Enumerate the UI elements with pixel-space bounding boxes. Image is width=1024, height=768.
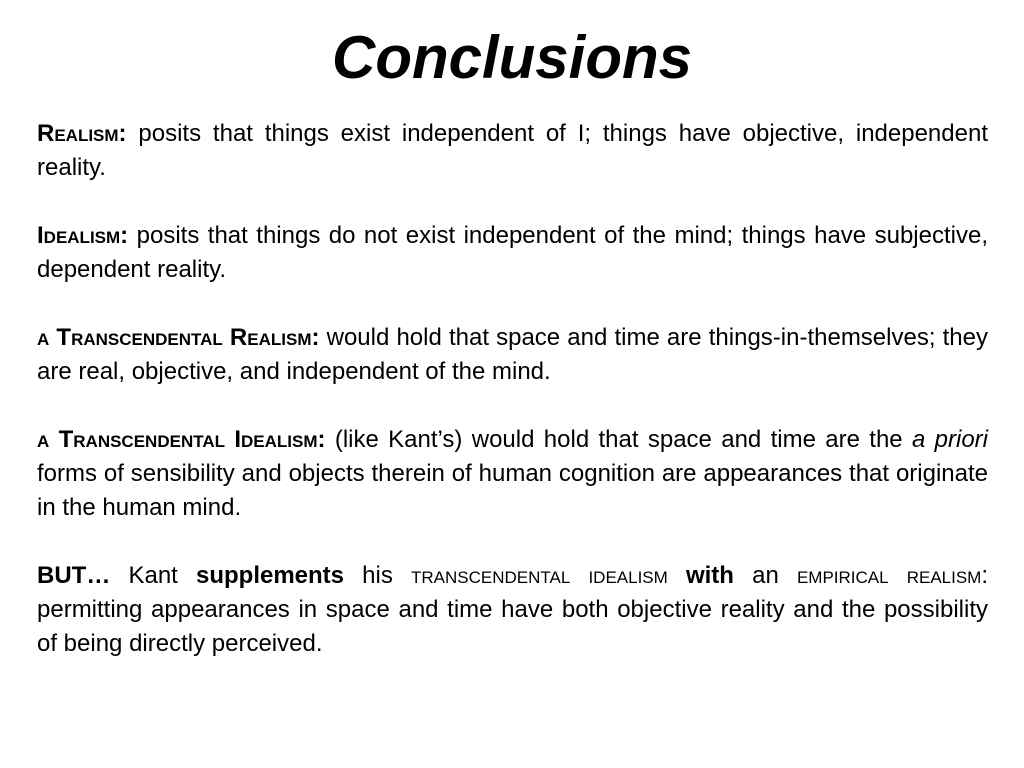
term-transcendental-idealism: a Transcendental Idealism:: [37, 426, 326, 453]
but-rest: : permitting appearances in space and time have both objective reality and the possibility of being directly perceived.: [37, 562, 989, 657]
paragraph-transcendental-idealism: [37, 423, 988, 525]
paragraph-realism: [37, 117, 988, 185]
definition-transcendental-realism: would hold that space and time are things-in-themselves; they are real, objective, and independent of the mind.: [37, 324, 988, 385]
paragraph-transcendental-realism: [37, 321, 988, 389]
but-transcendental-idealism: transcendental idealism: [410, 562, 668, 589]
term-realism: Realism:: [37, 120, 127, 147]
but-lead: BUT…: [37, 562, 111, 589]
slide-title: Conclusions: [331, 24, 693, 91]
definition-transcendental-idealism-part1: (like Kant’s) would hold that space and time are the: [325, 426, 912, 453]
definition-realism: posits that things exist independent of I; things have objective, independent reality.: [37, 120, 988, 181]
but-supplements: supplements: [195, 562, 345, 589]
but-kant: Kant: [110, 562, 196, 589]
paragraph-but: [37, 559, 988, 661]
slide-body: [37, 117, 988, 695]
but-his: his: [344, 562, 411, 589]
paragraph-idealism: [37, 219, 988, 287]
term-idealism: Idealism:: [37, 222, 129, 249]
but-with: with: [685, 562, 734, 589]
but-space: [668, 562, 686, 589]
term-transcendental-realism: a Transcendental Realism:: [37, 324, 320, 351]
definition-idealism: posits that things do not exist independent of the mind; things have subjective, dependent reality.: [37, 222, 988, 283]
definition-transcendental-idealism-part2: forms of sensibility and objects therein of human cognition are appearances that originate in the human mind.: [37, 460, 988, 521]
but-empirical-realism: empirical realism: [796, 562, 982, 589]
emphasis-a-priori: a priori: [911, 426, 989, 453]
but-an: an: [733, 562, 797, 589]
